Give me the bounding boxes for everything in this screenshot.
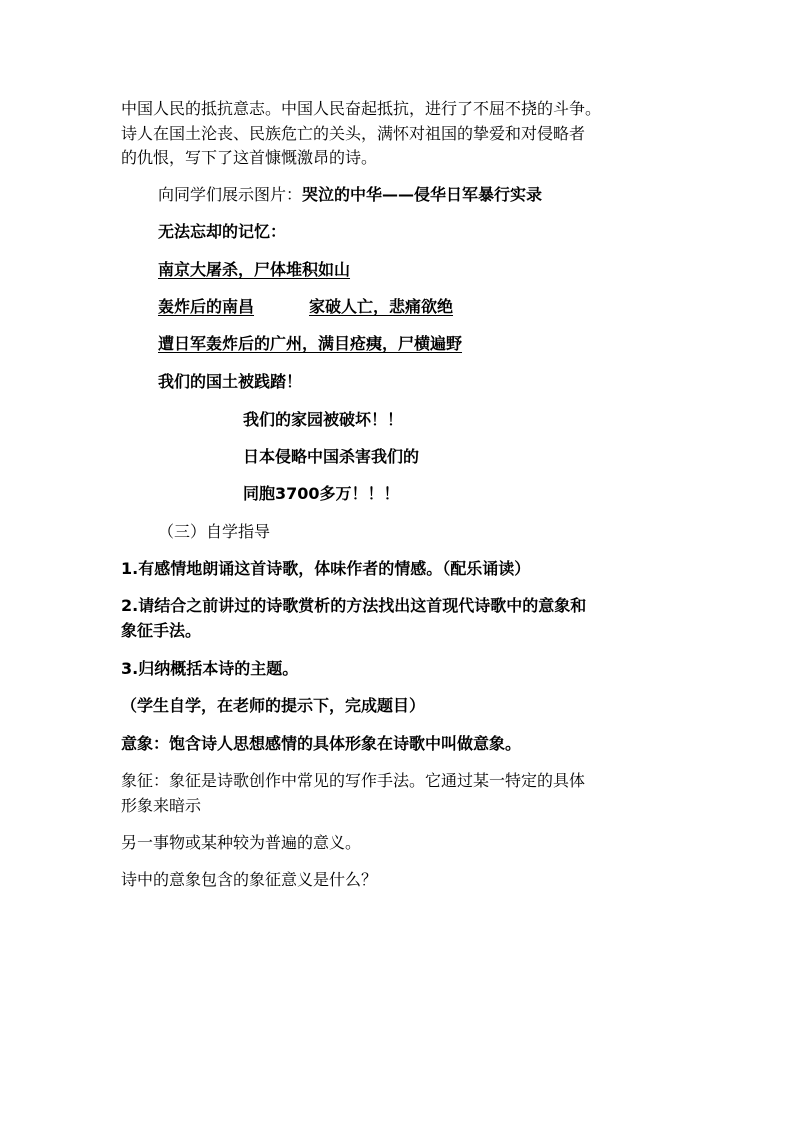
guide-question-3: 3.归纳概括本诗的主题。 [121, 659, 299, 678]
symbol-definition-line-2: 形象来暗示 [121, 796, 202, 815]
guide-question-2-line-1: 2.请结合之前讲过的诗歌赏析的方法找出这首现代诗歌中的意象和 [121, 596, 587, 615]
symbol-definition-line-1: 象征：象征是诗歌创作中常见的写作手法。它通过某一特定的具体 [121, 771, 586, 790]
memory-item-land: 我们的国土被践踏！ [158, 372, 303, 391]
show-pictures-line [158, 185, 542, 205]
intro-line-2: 诗人在国土沦丧、民族危亡的关头，满怀对祖国的挚爱和对侵略者 [121, 124, 586, 143]
memory-item-compatriots: 同胞3700多万！！！ [243, 484, 400, 503]
imagery-definition: 意象：饱含诗人思想感情的具体形象在诗歌中叫做意象。 [121, 734, 522, 753]
intro-line-3: 的仇恨，写下了这首慷慨激昂的诗。 [121, 148, 378, 167]
guide-note: （学生自学，在老师的提示下，完成题目） [121, 696, 426, 715]
guide-heading: （三）自学指导 [158, 522, 271, 541]
intro-line-1: 中国人民的抵抗意志。中国人民奋起抵抗，进行了不屈不挠的斗争。 [121, 99, 602, 118]
memory-item-guangzhou: 遭日军轰炸后的广州，满目疮痍，尸横遍野 [158, 334, 463, 353]
memory-item-japan: 日本侵略中国杀害我们的 [243, 447, 420, 466]
guide-question-2-line-2: 象征手法。 [121, 621, 202, 640]
show-prefix: 向同学们展示图片： [158, 185, 303, 204]
memory-item-home: 我们的家园被破坏！！ [243, 410, 404, 429]
guide-question-1: 1.有感情地朗诵这首诗歌，体味作者的情感。（配乐诵读） [121, 559, 531, 578]
memory-item-family: 家破人亡，悲痛欲绝 [309, 297, 454, 316]
symbol-definition-line-3: 另一事物或某种较为普遍的意义。 [121, 833, 362, 852]
symbol-question: 诗中的意象包含的象征意义是什么？ [121, 870, 378, 889]
memory-item-nanjing: 南京大屠杀，尸体堆积如山 [158, 260, 351, 279]
memory-heading: 无法忘却的记忆： [158, 222, 287, 241]
memory-item-nanchang: 轰炸后的南昌 [158, 297, 255, 316]
show-title: 哭泣的中华——侵华日军暴行实录 [302, 185, 543, 204]
